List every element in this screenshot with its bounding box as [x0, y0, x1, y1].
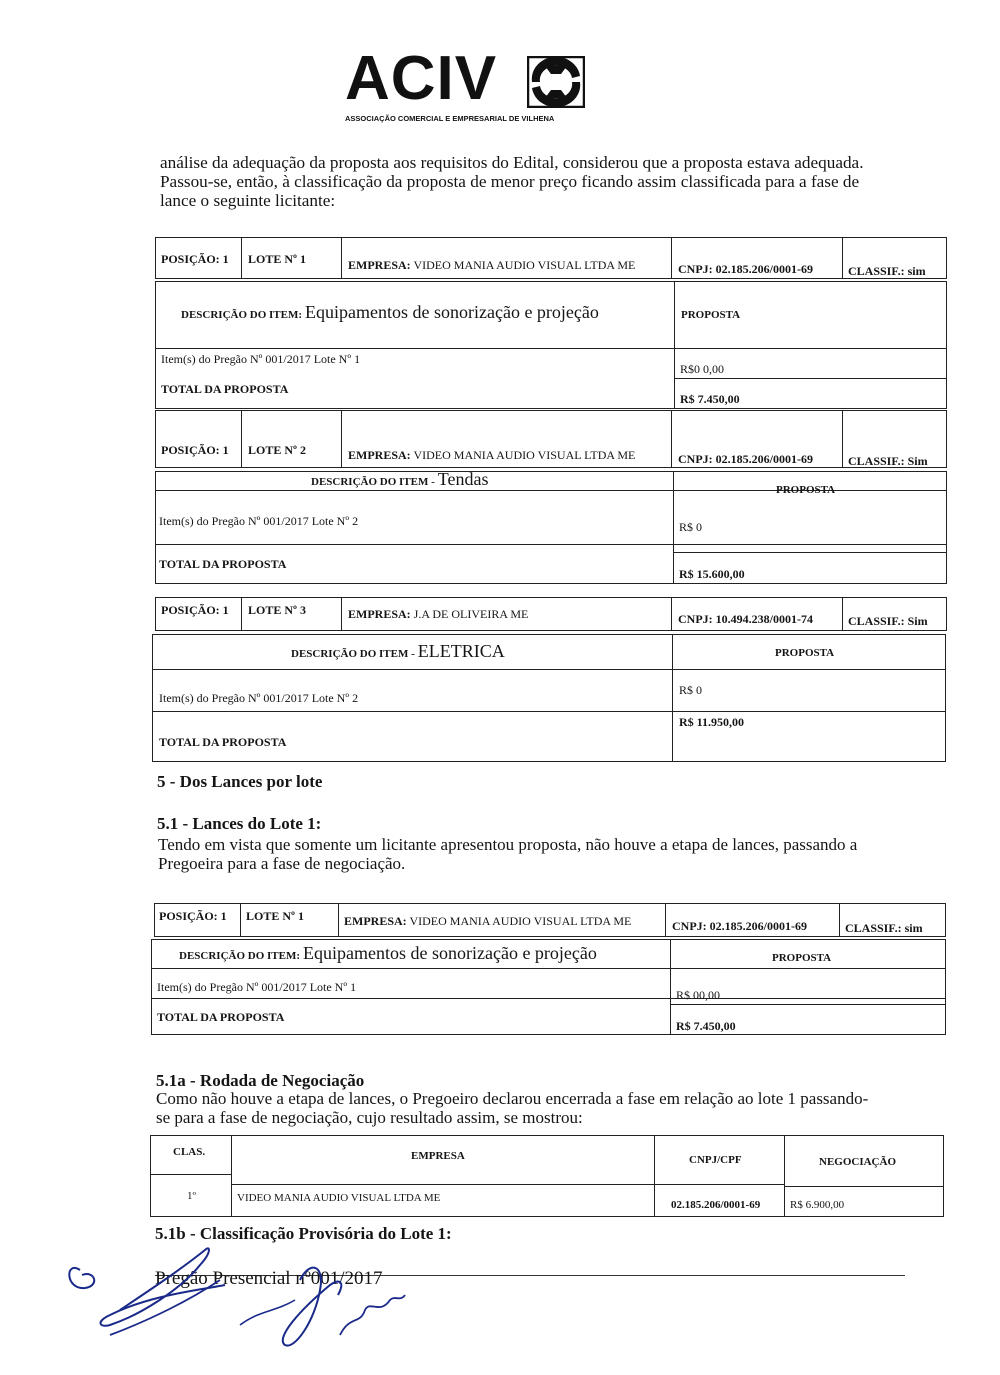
lot-1b-empresa: EMPRESA: VIDEO MANIA AUDIO VISUAL LTDA ME — [344, 914, 632, 928]
negotiation-row-empresa: VIDEO MANIA AUDIO VISUAL LTDA ME — [237, 1192, 441, 1204]
lot-1b-item-text: Item(s) do Pregão Nº 001/2017 Lote Nº 1 — [157, 980, 357, 994]
lot-1-header-table — [155, 237, 947, 279]
negotiation-header-cnpj: CNPJ/CPF — [689, 1154, 742, 1166]
lot-1-empresa: EMPRESA: VIDEO MANIA AUDIO VISUAL LTDA ME — [348, 258, 636, 272]
lot-3-description: DESCRIÇÃO DO ITEM - ELETRICA — [291, 641, 505, 661]
lot-1-item-value: R$0 0,00 — [680, 362, 725, 376]
lot-1b-lote: LOTE Nº 1 — [246, 909, 304, 923]
lot-1b-item-value: R$ 00,00 — [676, 988, 721, 1002]
lot-3-item-text: Item(s) do Pregão Nº 001/2017 Lote Nº 2 — [159, 691, 359, 705]
intro-line-2: Passou-se, então, à classificação da proposta de menor preço ficando assim classificada para a fase de — [160, 172, 860, 191]
section-5-title: 5 - Dos Lances por lote — [157, 772, 323, 791]
lot-1-classif: CLASSIF.: sim — [848, 264, 926, 278]
lot-3-cnpj: CNPJ: 10.494.238/0001-74 — [678, 612, 813, 626]
lot-1-cnpj: CNPJ: 02.185.206/0001-69 — [678, 262, 813, 276]
lot-1-posicao: POSIÇÃO: 1 — [161, 252, 229, 266]
lot-2-empresa: EMPRESA: VIDEO MANIA AUDIO VISUAL LTDA ME — [348, 448, 636, 462]
lot-1b-header-table — [154, 903, 946, 937]
section-5-1a-title: 5.1a - Rodada de Negociação — [156, 1071, 365, 1090]
lot-3-detail-table — [152, 634, 946, 762]
lot-1-description: DESCRIÇÃO DO ITEM: Equipamentos de sonorização e projeção — [181, 302, 599, 322]
lot-2-item-value: R$ 0 — [679, 520, 703, 534]
lot-3-item-value: R$ 0 — [679, 683, 703, 697]
intro-line-3: lance o seguinte licitante: — [160, 191, 336, 210]
lot-2-header-table — [155, 410, 947, 468]
negotiation-header-empresa: EMPRESA — [411, 1150, 465, 1162]
intro-paragraph — [160, 153, 920, 210]
negotiation-row-negociacao: R$ 6.900,00 — [790, 1199, 845, 1211]
negotiation-table — [150, 1135, 944, 1217]
lot-1b-detail-table — [151, 939, 946, 1035]
aciv-logo — [345, 44, 595, 128]
lot-2-cnpj: CNPJ: 02.185.206/0001-69 — [678, 452, 813, 466]
section-5-1-line-1: Tendo em vista que somente um licitante apresentou proposta, não houve a etapa de lances, passando a — [158, 835, 858, 854]
section-5-1-paragraph — [158, 835, 918, 873]
lot-2-proposta-label: PROPOSTA — [776, 484, 836, 496]
section-5-1-line-2: Pregoeira para a fase de negociação. — [158, 854, 406, 873]
logo-emblem-icon — [527, 56, 585, 108]
lot-2-item-text: Item(s) do Pregão Nº 001/2017 Lote Nº 2 — [159, 514, 359, 528]
lot-3-total-label: TOTAL DA PROPOSTA — [159, 735, 287, 749]
lot-3-proposta-label: PROPOSTA — [775, 647, 835, 659]
signature-icon — [60, 1240, 440, 1370]
lot-1-lote: LOTE Nº 1 — [248, 252, 306, 266]
lot-3-posicao: POSIÇÃO: 1 — [161, 603, 229, 617]
lot-1-total-label: TOTAL DA PROPOSTA — [161, 382, 289, 396]
lot-1-detail-table — [155, 281, 947, 409]
lot-3-empresa: EMPRESA: J.A DE OLIVEIRA ME — [348, 607, 529, 621]
logo-text: ACIV — [345, 44, 498, 113]
lot-3-total-value: R$ 11.950,00 — [679, 715, 745, 729]
lot-1b-total-value: R$ 7.450,00 — [676, 1019, 736, 1033]
intro-line-1: análise da adequação da proposta aos requisitos do Edital, considerou que a proposta estava adequada. — [160, 153, 864, 172]
section-5-1-title: 5.1 - Lances do Lote 1: — [157, 814, 322, 833]
lot-1-item-text: Item(s) do Pregão Nº 001/2017 Lote Nº 1 — [161, 352, 361, 366]
lot-1b-posicao: POSIÇÃO: 1 — [159, 909, 227, 923]
section-5-1a-paragraph — [156, 1089, 926, 1127]
negotiation-row-cnpj: 02.185.206/0001-69 — [671, 1199, 761, 1211]
lot-2-classif: CLASSIF.: Sim — [848, 454, 928, 468]
lot-1b-description: DESCRIÇÃO DO ITEM: Equipamentos de sonorização e projeção — [179, 943, 597, 963]
lot-1b-classif: CLASSIF.: sim — [845, 921, 923, 935]
negotiation-row-clas: 1º — [187, 1190, 196, 1202]
logo-subtitle: ASSOCIAÇÃO COMERCIAL E EMPRESARIAL DE VILHENA — [345, 114, 555, 123]
lot-2-detail-table — [155, 471, 947, 584]
lot-2-total-value: R$ 15.600,00 — [679, 567, 745, 581]
lot-1-proposta-label: PROPOSTA — [681, 309, 741, 321]
lot-2-description: DESCRIÇÃO DO ITEM - Tendas — [311, 469, 489, 489]
footer-text: Pregão Presencial nº001/2017 — [155, 1268, 383, 1289]
lot-1b-proposta-label: PROPOSTA — [772, 952, 832, 964]
lot-1-total-value: R$ 7.450,00 — [680, 392, 740, 406]
section-5-1a-line-2: se para a fase de negociação, cujo resultado assim, se mostrou: — [156, 1108, 583, 1127]
section-5-1b-title: 5.1b - Classificação Provisória do Lote 1: — [155, 1224, 452, 1243]
lot-2-lote: LOTE Nº 2 — [248, 443, 306, 457]
lot-1b-total-label: TOTAL DA PROPOSTA — [157, 1010, 285, 1024]
lot-2-total-label: TOTAL DA PROPOSTA — [159, 557, 287, 571]
lot-3-classif: CLASSIF.: Sim — [848, 614, 928, 628]
section-5-1a-line-1: Como não houve a etapa de lances, o Pregoeiro declarou encerrada a fase em relação ao lote 1 passando- — [156, 1089, 869, 1108]
lot-1b-cnpj: CNPJ: 02.185.206/0001-69 — [672, 919, 807, 933]
lot-3-lote: LOTE Nº 3 — [248, 603, 306, 617]
lot-2-posicao: POSIÇÃO: 1 — [161, 443, 229, 457]
lot-3-header-table — [155, 597, 947, 631]
negotiation-header-clas: CLAS. — [173, 1146, 206, 1158]
negotiation-header-negociacao: NEGOCIAÇÃO — [819, 1156, 897, 1168]
